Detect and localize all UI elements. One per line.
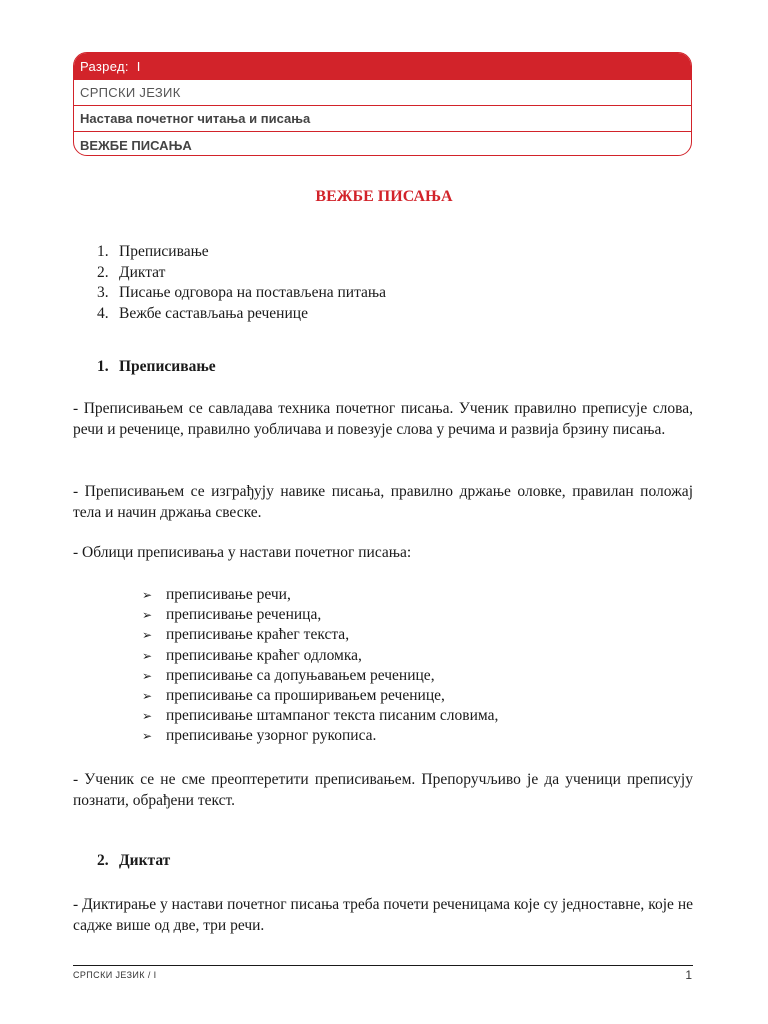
list-text: преписивање штампаног текста писаним словима, [166, 707, 499, 725]
arrowhead-bullet-icon: ➢ [142, 729, 153, 744]
paragraph: - Ученик се не сме преоптеретити преписивањем. Препоручљиво је да ученици преписују познати, обрађени текст. [73, 771, 693, 809]
section-heading-1 [97, 358, 216, 376]
list-text: преписивање узорног рукописа. [166, 727, 377, 745]
section-title: Диктат [119, 852, 171, 869]
section-title: Преписивање [119, 358, 216, 375]
arrowhead-bullet-icon: ➢ [142, 668, 153, 683]
list-item [142, 686, 498, 706]
topic-row: Настава почетног читања и писања [74, 106, 691, 132]
list-text: преписивање речи, [166, 586, 291, 603]
footer-subject: СРПСКИ ЈЕЗИК / I [73, 970, 157, 980]
arrowhead-bullet-icon: ➢ [142, 709, 153, 724]
grade-row [74, 53, 691, 80]
section-number: 2. [97, 852, 109, 869]
list-text: преписивање краћег одломка, [166, 646, 362, 664]
arrowhead-bullet-icon: ➢ [142, 648, 153, 663]
list-item [142, 666, 498, 686]
list-number: 3. [97, 284, 109, 301]
list-item [142, 646, 498, 666]
grade-label: Разред: [80, 59, 129, 74]
page-number: 1 [685, 968, 692, 982]
list-item [142, 726, 498, 746]
unit-row: ВЕЖБЕ ПИСАЊА [80, 137, 192, 153]
list-number: 4. [97, 304, 109, 322]
list-text: преписивање са допуњавањем реченице, [166, 666, 435, 684]
footer-divider [73, 965, 693, 966]
list-item [142, 706, 498, 726]
forms-list [142, 585, 498, 747]
subject-row: СРПСКИ ЈЕЗИК [74, 80, 691, 106]
list-number: 2. [97, 263, 109, 281]
paragraph: - Преписивањем се изграђују навике писања, правилно држање оловке, правилан положај тела и начин држања свеске. [73, 483, 693, 521]
paragraph: - Облици преписивања у настави почетног писања: [73, 544, 412, 561]
list-item [97, 242, 386, 263]
section-heading-2 [97, 852, 170, 870]
list-text: преписивање са проширивањем реченице, [166, 686, 445, 704]
arrowhead-bullet-icon: ➢ [142, 588, 153, 603]
list-item [97, 304, 386, 325]
page-title: ВЕЖБЕ ПИСАЊА [315, 188, 453, 205]
paragraph: - Преписивањем се савладава техника почетног писања. Ученик правилно преписује слова, речи и реченице, правилно уобличава и повезује слова у речима и развија брзину писања. [73, 400, 693, 438]
paragraph: - Диктирање у настави почетног писања треба почети реченицама које су једноставне, које не садже више од две, три речи. [73, 896, 693, 934]
arrowhead-bullet-icon: ➢ [142, 628, 153, 643]
list-item [142, 605, 498, 625]
contents-list [97, 242, 386, 324]
arrowhead-bullet-icon: ➢ [142, 608, 153, 623]
list-text: преписивање краћег текста, [166, 626, 350, 644]
list-item [142, 585, 498, 605]
header-box [73, 52, 692, 156]
list-text: Преписивање [119, 243, 209, 260]
list-text: Диктат [119, 263, 166, 281]
list-text: преписивање реченица, [166, 606, 322, 624]
list-item [142, 625, 498, 645]
list-item [97, 263, 386, 284]
list-number: 1. [97, 243, 109, 260]
grade-value: I [136, 59, 141, 74]
list-text: Писање одговора на постављена питања [119, 284, 387, 301]
list-text: Вежбе састављања реченице [119, 304, 308, 322]
list-item [97, 283, 386, 304]
arrowhead-bullet-icon: ➢ [142, 689, 153, 704]
section-number: 1. [97, 358, 109, 375]
